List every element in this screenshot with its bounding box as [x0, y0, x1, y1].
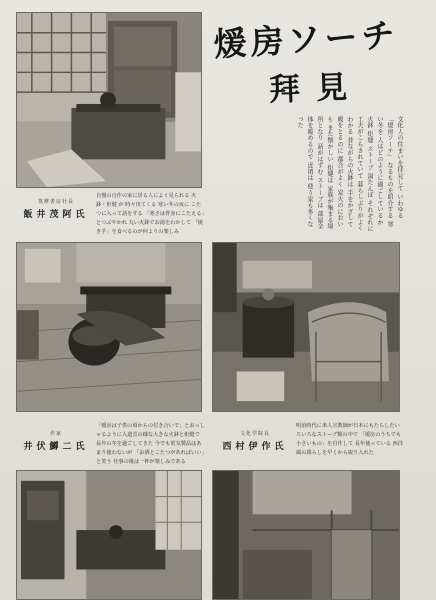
- caption-3-name: 西村伊作氏: [222, 442, 288, 452]
- caption-1-role: 筑摩書房社長: [37, 199, 74, 205]
- nishimura-note: 明治時代に米人宣教師が日本にもたらしたいろいろなストーブ類の中で 「煖房のうちでも小さいもの」を自作して 長年使っている 西洋風の暮らしを早くから取り入れた: [296, 423, 404, 456]
- caption-2-role: 作家: [49, 431, 62, 437]
- photo-bottom-right: [212, 470, 400, 600]
- ibuse-note: 「煖房は子供の頃からの付き合いで」とおっしゃるように入道雲の様な大きな火鉢と炬燵で 長年の冬を過ごしてきた 今でも電気製品はあまり使わないが 「お酒とこたつがあればいい」と笑う 仕事の後は一杯が楽しみである: [96, 423, 205, 465]
- photo-bottom-left: [16, 470, 202, 600]
- caption-3: [212, 430, 298, 452]
- photo-ibuse-room: [16, 242, 202, 412]
- caption-1-name: 飯井茂阿氏: [23, 210, 89, 220]
- caption-1: [16, 198, 96, 220]
- photo-kotatsu-room: [16, 12, 202, 188]
- title-line-2: 拜見: [268, 69, 364, 109]
- caption-2-name: 井伏鱒二氏: [23, 442, 89, 452]
- photo-nishimura-room: [212, 242, 400, 412]
- main-column-text: 文化人の住まいを拝見して いわゆる 「煖房ソーチ」 なるものを紹介する 寒い冬を 人はどのように過ごしているか 火鉢 炬燵 ストーブ 湯たんぽ それぞれに工夫がこらされていて 暮らしぶりがよくわかる 昔ながらの火鉢は 手をかざして暖をとるのに 都合がよく 炭火のにおいも また懐かしい 炬燵は 家族が集まる場所となり 話がはずむ ストーブは 部屋全体を暖めるので 近頃は 使う家も多くなった: [296, 116, 403, 232]
- caption-2: [16, 430, 96, 452]
- title-line-1: 煖房ソーチ: [212, 15, 400, 64]
- caption-3-role: 文化学院長: [239, 431, 270, 437]
- page-title: [206, 14, 406, 108]
- kotatsu-note: 自慢の自作の家に居る人によく見られる 火鉢・炬燵 が 時々出てくる 寒い冬の夜に こたつに入って話をする 「寒さは骨身にこたえる」とつぶやかれ 丸い火鉢でお湯をわかして 「焼き芋」を食べるのが何よりの楽しみ: [96, 193, 204, 235]
